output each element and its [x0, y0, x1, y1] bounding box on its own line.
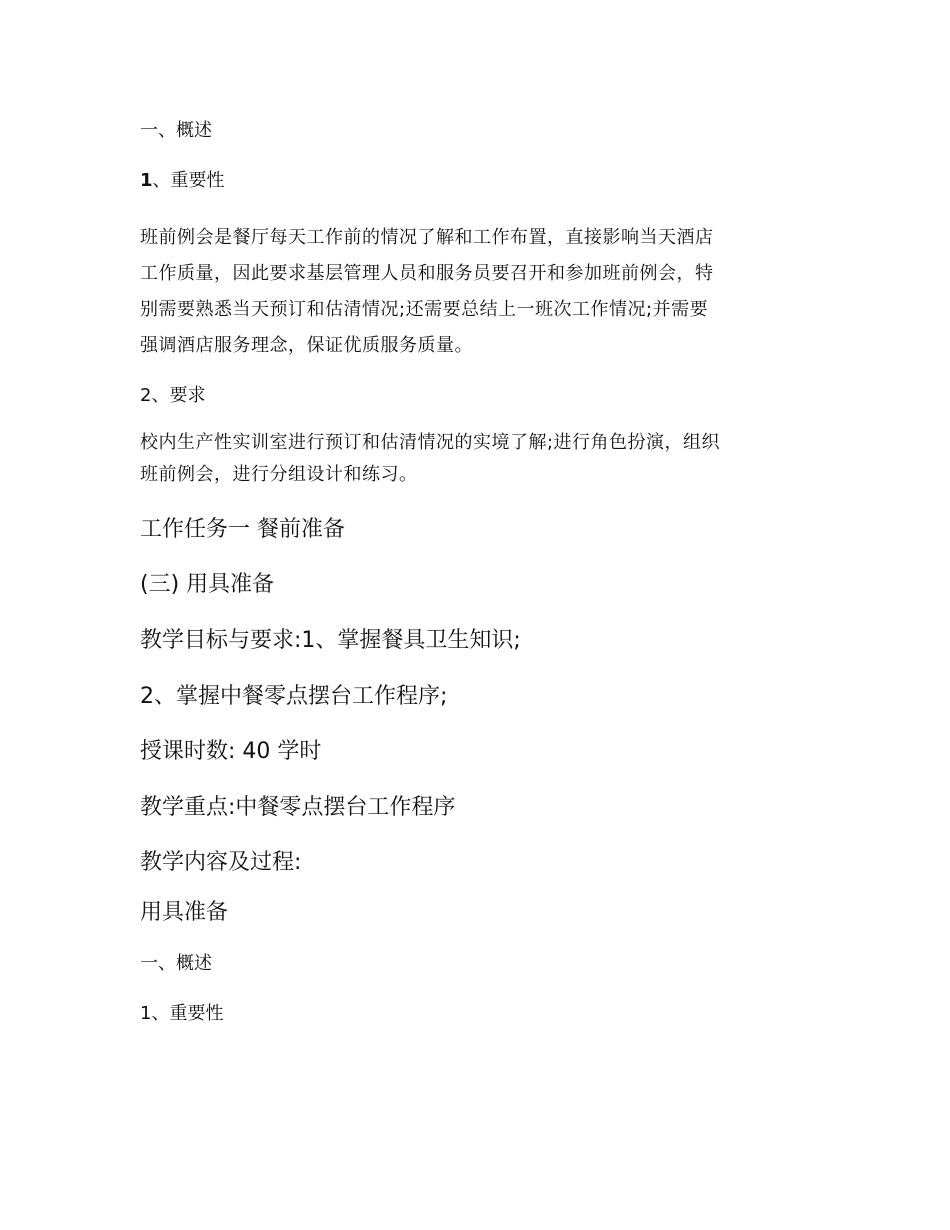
- teaching-content: 教学内容及过程:: [140, 850, 302, 875]
- paragraph-line: 强调酒店服务理念，保证优质服务质量。: [140, 335, 473, 356]
- item-importance: [140, 172, 225, 190]
- teaching-goal-line-1: 教学目标与要求:1、掌握餐具卫生知识;: [140, 628, 521, 653]
- paragraph-line: 校内生产性实训室进行预订和估清情况的实境了解;进行角色扮演，组织: [140, 432, 721, 453]
- item-importance-2: 1、重要性: [140, 1003, 224, 1024]
- importance-paragraph: [140, 220, 810, 364]
- item-requirements: 2、要求: [140, 385, 206, 406]
- section-heading-overview: 一、概述: [140, 120, 212, 141]
- requirements-paragraph: [140, 427, 810, 491]
- section-title-tools: 用具准备: [140, 900, 229, 925]
- teaching-hours: 授课时数: 40 学时: [140, 739, 322, 764]
- paragraph-line: 别需要熟悉当天预订和估清情况;还需要总结上一班次工作情况;并需要: [140, 299, 709, 320]
- teaching-goal-line-2: 2、掌握中餐零点摆台工作程序;: [140, 684, 448, 709]
- paragraph-line: 班前例会，进行分组设计和练习。: [140, 464, 418, 485]
- paragraph-line: 工作质量，因此要求基层管理人员和服务员要召开和参加班前例会，特: [140, 263, 714, 284]
- section-heading-overview-2: 一、概述: [140, 953, 212, 974]
- task-title: 工作任务一 餐前准备: [140, 517, 345, 542]
- sub-title: (三) 用具准备: [140, 572, 275, 597]
- item-number: 1: [140, 170, 153, 191]
- teaching-focus: 教学重点:中餐零点摆台工作程序: [140, 795, 456, 820]
- paragraph-line: 班前例会是餐厅每天工作前的情况了解和工作布置，直接影响当天酒店: [140, 227, 714, 248]
- item-label: 、重要性: [152, 170, 225, 191]
